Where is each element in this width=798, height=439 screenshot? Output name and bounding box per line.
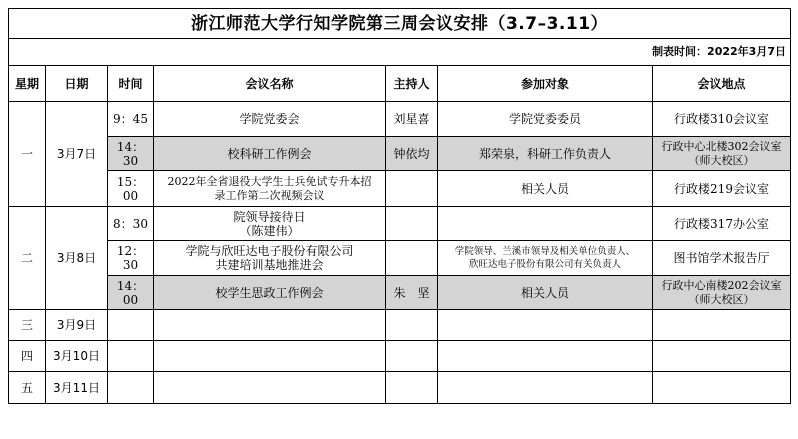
location-cell: [653, 137, 791, 171]
host-cell: [386, 207, 438, 241]
weekday-cell: 五: [9, 372, 46, 404]
header-meeting: 会议名称: [154, 66, 386, 102]
table-row: [9, 102, 791, 137]
attendees-cell: [438, 372, 653, 404]
weekday-cell: 四: [9, 341, 46, 372]
meeting-name-cell: [154, 207, 386, 241]
time-cell: [108, 341, 154, 372]
time-cell: 14：30: [108, 137, 154, 171]
meeting-name-cell: [154, 241, 386, 276]
time-cell: 9：45: [108, 102, 154, 137]
attendees-cell: [438, 207, 653, 241]
header-location: 会议地点: [653, 66, 791, 102]
table-row: [9, 372, 791, 404]
date-cell: 3月11日: [46, 372, 108, 404]
table-row: [9, 341, 791, 372]
host-cell: 钟依均: [386, 137, 438, 171]
time-cell: 8：30: [108, 207, 154, 241]
attendees-cell: 学院党委委员: [438, 102, 653, 137]
table-row: [9, 310, 791, 341]
time-cell: [108, 310, 154, 341]
header-weekday: 星期: [9, 66, 46, 102]
meeting-name-cell: [154, 171, 386, 207]
weekday-cell: 一: [9, 102, 46, 207]
made-time: 制表时间：2022年3月7日: [9, 39, 791, 66]
attendees-cell: [438, 341, 653, 372]
attendees-cell: [438, 241, 653, 276]
meeting-name-cell: [154, 372, 386, 404]
attendees-cell: 相关人员: [438, 276, 653, 310]
location-cell: [653, 341, 791, 372]
host-cell: [386, 372, 438, 404]
weekday-cell: 二: [9, 207, 46, 310]
meeting-name-cell: [154, 310, 386, 341]
location-cell: 行政楼317办公室: [653, 207, 791, 241]
meeting-name-cell: [154, 341, 386, 372]
page-title: 浙江师范大学行知学院第三周会议安排（3.7–3.11）: [9, 9, 791, 39]
location-cell: [653, 372, 791, 404]
weekday-cell: 三: [9, 310, 46, 341]
meeting-name-line: 共建培训基地推进会: [215, 258, 324, 272]
date-cell: 3月7日: [46, 102, 108, 207]
attendees-cell: [438, 310, 653, 341]
host-cell: 刘星喜: [386, 102, 438, 137]
attendees-line: 学院领导、兰溪市领导及相关单位负责人、: [454, 246, 636, 257]
meeting-name-cell: 学院党委会: [154, 102, 386, 137]
date-cell: 3月10日: [46, 341, 108, 372]
location-line: （师大校区）: [688, 292, 755, 306]
date-cell: 3月9日: [46, 310, 108, 341]
location-cell: [653, 310, 791, 341]
meeting-name-line: 院领导接待日: [233, 209, 306, 224]
meeting-name-cell: 校学生思政工作例会: [154, 276, 386, 310]
header-date: 日期: [46, 66, 108, 102]
location-line: （师大校区）: [688, 153, 755, 167]
attendees-cell: 郑荣泉，科研工作负责人: [438, 137, 653, 171]
meeting-schedule-table: [8, 8, 791, 404]
meeting-name-cell: 校科研工作例会: [154, 137, 386, 171]
host-cell: 朱 坚: [386, 276, 438, 310]
header-attendees: 参加对象: [438, 66, 653, 102]
table-row: [9, 171, 791, 207]
meeting-name-line: 录工作第二次视频会议: [214, 188, 325, 202]
time-cell: 14：00: [108, 276, 154, 310]
host-cell: [386, 241, 438, 276]
location-line: 行政中心南楼202会议室: [661, 278, 782, 292]
meeting-name-line: 2022年全省退役大学生士兵免试专升本招: [167, 174, 372, 188]
schedule-sheet: [8, 8, 791, 404]
time-cell: 12：30: [108, 241, 154, 276]
host-cell: [386, 341, 438, 372]
header-time: 时间: [108, 66, 154, 102]
location-cell: 行政楼310会议室: [653, 102, 791, 137]
attendees-cell: 相关人员: [438, 171, 653, 207]
host-cell: [386, 171, 438, 207]
header-host: 主持人: [386, 66, 438, 102]
table-row: [9, 207, 791, 241]
table-row: [9, 137, 791, 171]
time-cell: 15：00: [108, 171, 154, 207]
location-cell: 图书馆学术报告厅: [653, 241, 791, 276]
table-row: [9, 276, 791, 310]
date-cell: 3月8日: [46, 207, 108, 310]
location-cell: 行政楼219会议室: [653, 171, 791, 207]
attendees-line: 欣旺达电子股份有限公司有关负责人: [468, 259, 621, 270]
location-cell: [653, 276, 791, 310]
time-cell: [108, 372, 154, 404]
meeting-name-line: （陈建伟）: [239, 223, 300, 238]
location-line: 行政中心北楼302会议室: [661, 139, 782, 153]
meeting-name-line: 学院与欣旺达电子股份有限公司: [185, 244, 354, 258]
table-row: [9, 241, 791, 276]
host-cell: [386, 310, 438, 341]
